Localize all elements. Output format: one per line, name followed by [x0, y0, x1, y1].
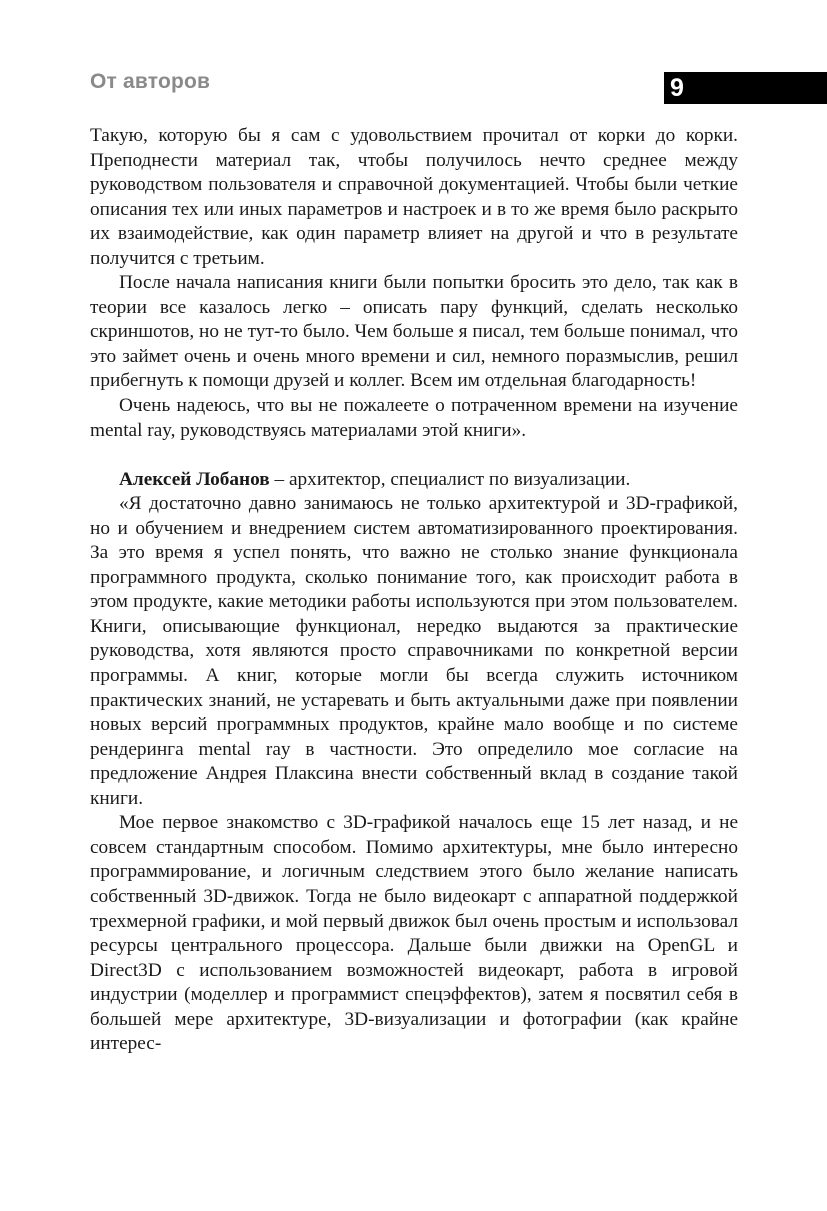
paragraph-4: «Я достаточно давно занимаюсь не только архитектурой и 3D-графикой, но и обучением и внедрением систем автоматизированного проектирования. За это время я успел понять, что важно не столько знание функционала программного продукта, сколько понимание того, как происходит работа в этом продукте, какие методики работы используются при этом пользователем. Книги, описывающие функционал, нередко выдаются за практические руководства, хотя являются просто справочниками по конкретной версии программы. А книг, которые могли бы всегда служить источником практических знаний, не устаревать и быть актуальными даже при появлении новых версий программных продуктов, крайне мало вообще и по системе рендеринга mental ray в частности. Это определило мое согласие на предложение Андрея Плаксина внести собственный вклад в создание такой книги.	[90, 493, 738, 809]
paragraph-2: После начала написания книги были попытки бросить это дело, так как в теории все казалось легко – описать пару функций, сделать несколько скриншотов, но не тут-то было. Чем больше я писал, тем больше понимал, что это займет очень и очень много времени и сил, немного поразмыслив, решил прибегнуть к помощи друзей и коллег. Всем им отдельная благодарность!	[90, 272, 738, 392]
author-intro	[90, 468, 738, 493]
paragraph-3: Очень надеюсь, что вы не пожалеете о потраченном времени на изучение mental ray, руководствуясь материалами этой книги».	[90, 395, 738, 441]
body-text	[90, 124, 738, 1057]
author-role: – архитектор, специалист по визуализации.	[269, 468, 631, 490]
author-name: Алексей Лобанов	[119, 468, 270, 490]
page-number: 9	[670, 74, 684, 102]
page-number-tab	[664, 72, 827, 104]
running-head-title: От авторов	[90, 70, 211, 93]
paragraph-1: Такую, которую бы я сам с удовольствием прочитал от корки до корки. Преподнести материал так, чтобы получилось нечто среднее между руководством пользователя и справочной документацией. Чтобы были четкие описания тех или иных параметров и настроек и в то же время было раскрыто их взаимодействие, как один параметр влияет на другой и что в результате получится с третьим.	[90, 125, 738, 269]
paragraph-5: Мое первое знакомство с 3D-графикой началось еще 15 лет назад, и не совсем стандартным способом. Помимо архитектуры, мне было интересно программирование, и логичным следствием этого было желание написать собственный 3D-движок. Тогда не было видеокарт с аппаратной поддержкой трехмерной графики, и мой первый движок был очень простым и использовал ресурсы центрального процессора. Дальше были движки на OpenGL и Direct3D с использованием возможностей видеокарт, работа в игровой индустрии (моделлер и программист спецэффектов), затем я посвятил себя в большей мере архитектуре, 3D-визуализации и фотографии (как крайне интерес-	[90, 812, 738, 1055]
